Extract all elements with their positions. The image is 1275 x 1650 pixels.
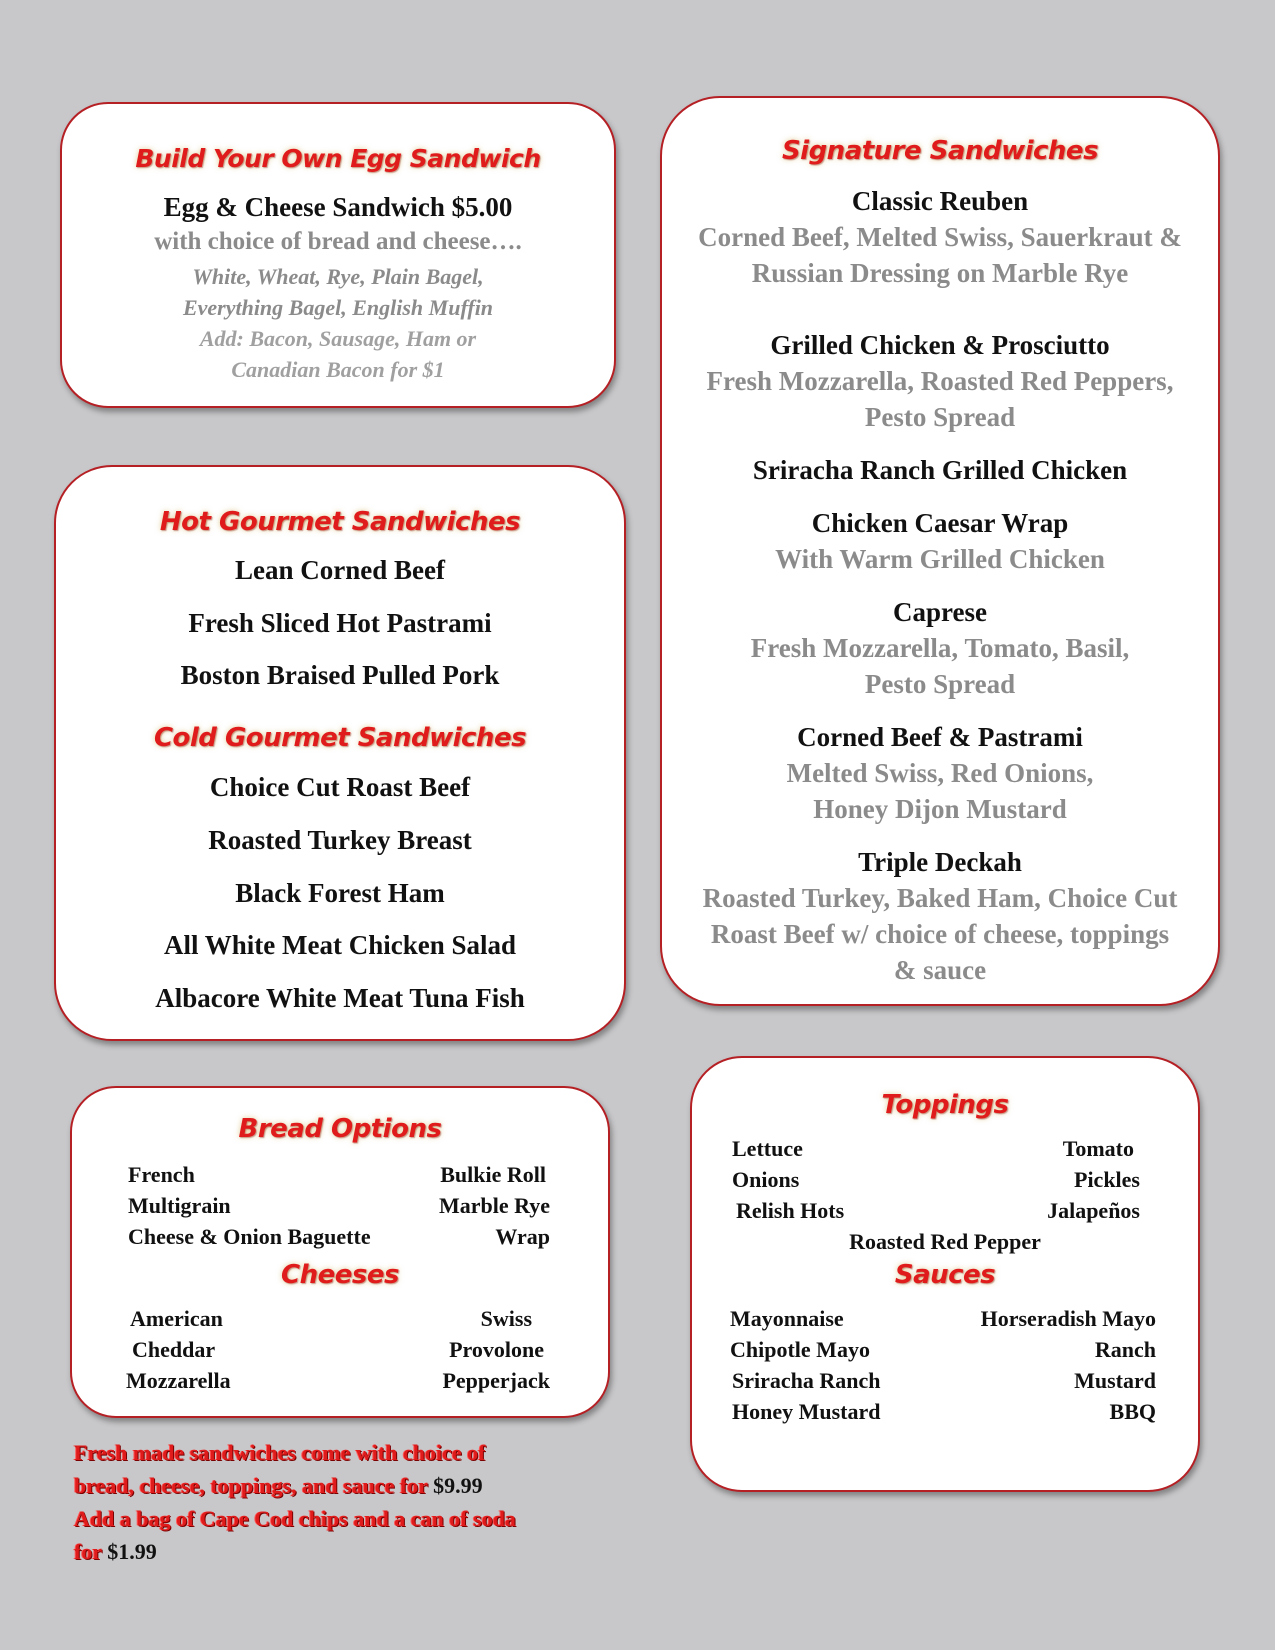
signature-item-desc: Fresh Mozzarella, Tomato, Basil,: [750, 633, 1130, 663]
signature-item-name: Sriracha Ranch Grilled Chicken: [752, 455, 1128, 485]
bread-option: Bulkie Roll: [440, 1162, 546, 1187]
cold-sandwich-item: Choice Cut Roast Beef: [209, 772, 471, 802]
sandwich-price: $9.99: [433, 1473, 483, 1498]
cold-sandwich-item: Black Forest Ham: [235, 878, 445, 908]
topping-option: Pickles: [1074, 1167, 1140, 1192]
egg-cheese-item: Egg & Cheese Sandwich $5.00: [163, 192, 513, 222]
topping-option: Tomato: [1062, 1136, 1134, 1161]
signature-item-desc: Melted Swiss, Red Onions,: [786, 758, 1094, 788]
egg-sandwich-heading: Build Your Own Egg Sandwich: [135, 144, 541, 173]
pricing-note-line1: Fresh made sandwiches come with choice of: [74, 1440, 486, 1465]
egg-bread-options-line2: Everything Bagel, English Muffin: [182, 295, 494, 320]
toppings-heading: Toppings: [881, 1090, 1009, 1120]
cold-sandwich-item: Albacore White Meat Tuna Fish: [155, 983, 525, 1013]
egg-add-ons-line2: Canadian Bacon for $1: [231, 357, 445, 382]
bread-cheese-box: Bread Options French Multigrain Cheese & Onion Baguette Bulkie Roll Marble Rye Wrap Cheeses American Cheddar Mozzarella Swiss Provolone Pepperjack: [70, 1086, 610, 1418]
bread-option: Wrap: [495, 1224, 550, 1249]
sauce-option: BBQ: [1109, 1399, 1156, 1424]
cheese-right-column: [350, 1306, 550, 1399]
cold-sandwich-item: All White Meat Chicken Salad: [163, 930, 516, 960]
hot-sandwich-item: Lean Corned Beef: [235, 555, 445, 585]
signature-item-desc: Roast Beef w/ choice of cheese, toppings: [710, 919, 1170, 949]
cold-gourmet-heading: Cold Gourmet Sandwiches: [153, 723, 527, 753]
bread-options-heading: Bread Options: [238, 1114, 442, 1144]
toppings-right-column: [940, 1136, 1140, 1229]
signature-item-name: Classic Reuben: [851, 186, 1029, 216]
signature-sandwiches-box: [660, 96, 1220, 1006]
combo-price: $1.99: [107, 1539, 157, 1564]
egg-add-ons-line1: Add: Bacon, Sausage, Ham or: [199, 326, 477, 351]
toppings-sauces-box: Toppings Lettuce Onions Relish Hots Tomato Pickles Jalapeños Roasted Red Pepper Sauces Mayonnaise Chipotle Mayo Sriracha Ranch Honey Mustard Horseradish Mayo Ranch Mustard BBQ: [690, 1056, 1200, 1492]
cheeses-heading: Cheeses: [281, 1260, 399, 1290]
signature-heading: Signature Sandwiches: [781, 136, 1099, 166]
signature-item-desc: Roasted Turkey, Baked Ham, Choice Cut: [702, 883, 1178, 913]
egg-sandwich-box: [60, 102, 616, 408]
signature-item-name: Grilled Chicken & Prosciutto: [770, 330, 1110, 360]
signature-item-desc: Pesto Spread: [864, 669, 1016, 699]
cheese-option: Swiss: [480, 1306, 532, 1331]
signature-item-desc: & sauce: [893, 955, 987, 985]
topping-option: Jalapeños: [1047, 1198, 1140, 1223]
gourmet-sandwiches-box: [54, 465, 626, 1041]
bread-right-column: [350, 1162, 550, 1255]
signature-item-name: Caprese: [893, 597, 987, 627]
cold-sandwich-item: Roasted Turkey Breast: [208, 825, 472, 855]
egg-bread-options-line1: White, Wheat, Rye, Plain Bagel,: [192, 264, 484, 289]
signature-item-desc: Russian Dressing on Marble Rye: [751, 258, 1129, 288]
pricing-note-line4: for $1.99: [74, 1539, 157, 1564]
cheese-option: Provolone: [449, 1337, 544, 1362]
signature-item-desc: Pesto Spread: [864, 402, 1016, 432]
signature-item-name: Chicken Caesar Wrap: [811, 508, 1069, 538]
egg-choice-text: with choice of bread and cheese….: [154, 228, 522, 255]
hot-sandwich-item: Boston Braised Pulled Pork: [180, 660, 500, 690]
hot-gourmet-heading: Hot Gourmet Sandwiches: [159, 507, 521, 537]
pricing-note: [74, 1436, 634, 1568]
bread-option: Marble Rye: [438, 1193, 550, 1218]
sauce-option: Horseradish Mayo: [980, 1306, 1156, 1331]
sauce-option: Ranch: [1094, 1337, 1156, 1362]
signature-item-desc: Corned Beef, Melted Swiss, Sauerkraut &: [698, 222, 1182, 252]
sauces-right-column: [936, 1306, 1156, 1430]
topping-option-center: Roasted Red Pepper: [849, 1229, 1041, 1254]
hot-sandwich-item: Fresh Sliced Hot Pastrami: [188, 608, 492, 638]
pricing-note-line2: bread, cheese, toppings, and sauce for $9.99: [74, 1473, 483, 1498]
signature-item-name: Corned Beef & Pastrami: [797, 722, 1083, 752]
signature-item-name: Triple Deckah: [858, 847, 1022, 877]
cheese-option: Pepperjack: [442, 1368, 550, 1393]
pricing-note-line3: Add a bag of Cape Cod chips and a can of soda: [74, 1506, 516, 1531]
signature-item-desc: Honey Dijon Mustard: [813, 794, 1067, 824]
signature-item-desc: With Warm Grilled Chicken: [775, 544, 1105, 574]
sauces-heading: Sauces: [894, 1260, 996, 1290]
sauce-option: Mustard: [1074, 1368, 1156, 1393]
signature-item-desc: Fresh Mozzarella, Roasted Red Peppers,: [706, 366, 1174, 396]
